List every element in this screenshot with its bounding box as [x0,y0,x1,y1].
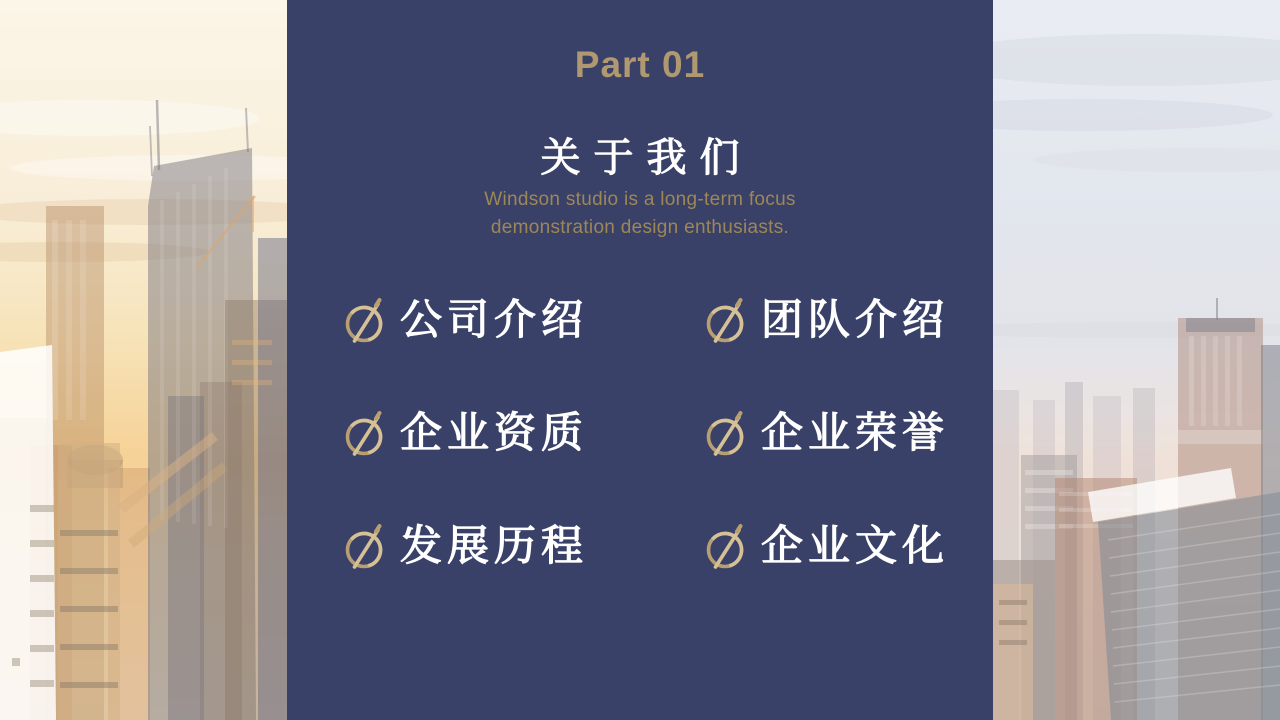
content-panel [287,0,993,720]
slashed-circle-icon [704,409,750,457]
menu-item-label: 团队介绍 [761,296,950,343]
menu-item-team-intro[interactable] [704,296,949,344]
menu-item-company-intro[interactable] [343,296,704,344]
slashed-circle-icon [704,296,750,344]
slashed-circle-icon [343,409,389,457]
slashed-circle-icon [343,296,389,344]
subtitle-line-1: Windson studio is a long-term focus [484,189,796,210]
subtitle [287,186,993,242]
menu-item-development-history[interactable] [343,522,704,570]
menu-item-label: 企业文化 [761,522,950,569]
slashed-circle-icon [704,522,750,570]
menu-item-label: 发展历程 [400,522,589,569]
menu-item-corporate-culture[interactable] [704,522,949,570]
menu-item-label: 企业资质 [400,409,589,456]
section-title: 关于我们 [540,136,753,180]
daylight-skyline-graphic [993,0,1280,720]
part-label: Part 01 [574,44,706,85]
menu-item-enterprise-qualification[interactable] [343,409,704,457]
menu-item-label: 公司介绍 [400,296,589,343]
menu-item-label: 企业荣誉 [761,409,950,456]
background-city-right [993,0,1280,720]
slashed-circle-icon [343,522,389,570]
menu-item-enterprise-honor[interactable] [704,409,949,457]
menu-grid [343,296,949,570]
background-city-left [0,0,287,720]
subtitle-line-2: demonstration design enthusiasts. [490,217,790,238]
sunset-skyline-graphic [0,0,287,720]
